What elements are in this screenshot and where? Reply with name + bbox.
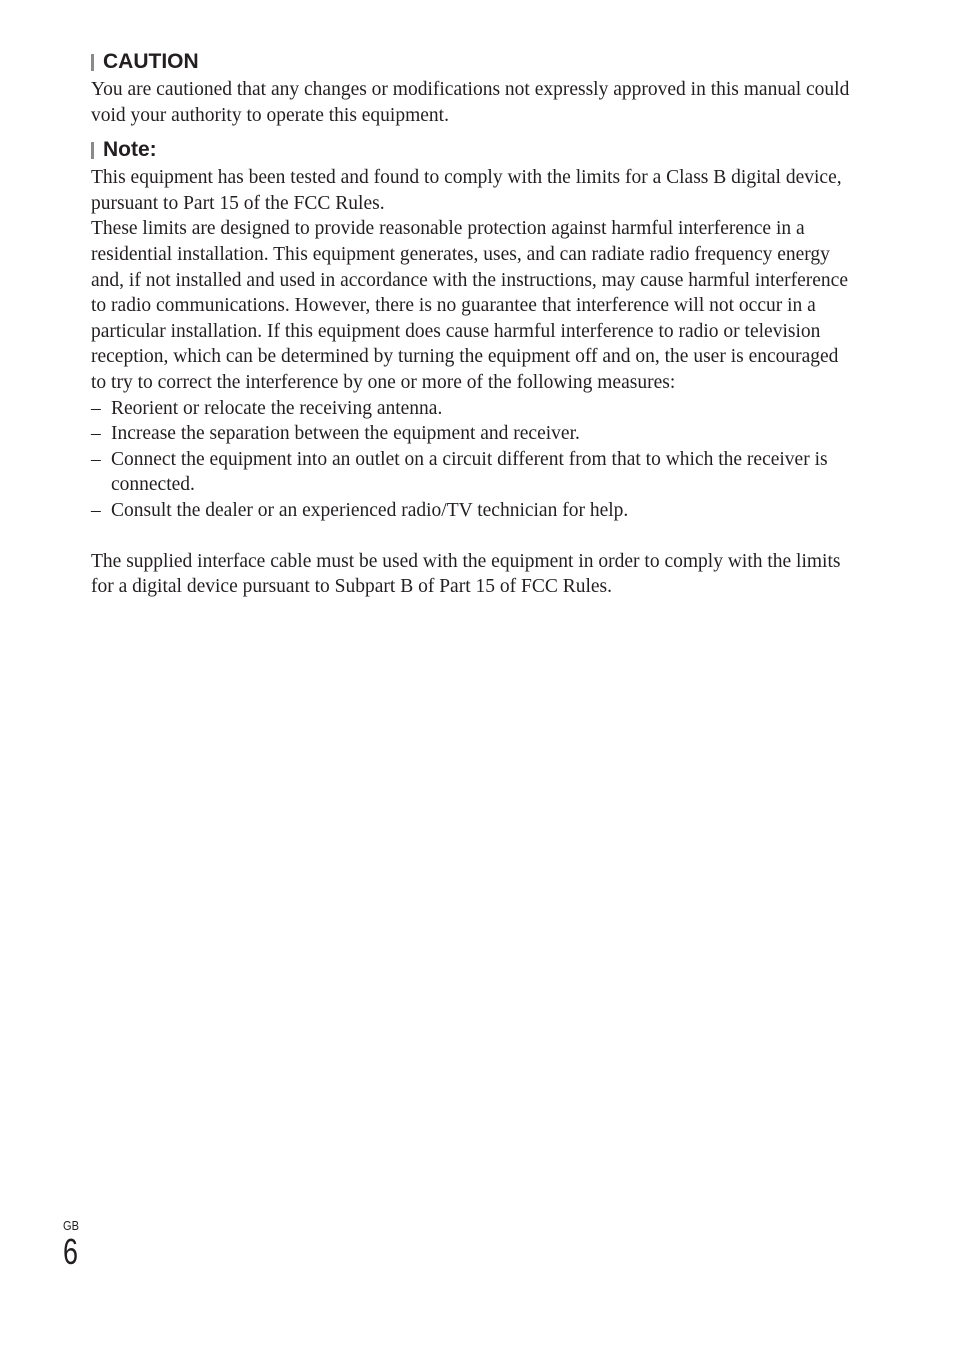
caution-heading — [91, 48, 851, 76]
note-heading-text: Note: — [103, 138, 157, 162]
measures-list — [91, 396, 851, 524]
list-dash: – — [91, 423, 101, 445]
list-item — [91, 396, 851, 422]
note-paragraph-class-b: This equipment has been tested and found to comply with the limits for a Class B digital device, pursuant to Part 15 of the FCC Rules. — [91, 167, 842, 214]
caution-text: You are cautioned that any changes or modifications not expressly approved in this manual could void your authority to operate this equipment. — [91, 79, 850, 126]
note-section — [91, 136, 851, 600]
list-item — [91, 447, 851, 498]
note-heading — [91, 136, 851, 164]
caution-heading-text: CAUTION — [103, 50, 199, 73]
list-item — [91, 421, 851, 447]
list-item-text: Reorient or relocate the receiving antenna. — [111, 397, 443, 419]
list-dash: – — [91, 499, 101, 521]
list-item-text: Consult the dealer or an experienced radio/TV technician for help. — [111, 499, 629, 521]
page-footer — [63, 1218, 83, 1270]
note-paragraph-interface-cable: The supplied interface cable must be used with the equipment in order to comply with the limits for a digital device pursuant to Subpart B of Part 15 of FCC Rules. — [91, 550, 841, 598]
caution-section — [91, 48, 851, 128]
list-item-text: Connect the equipment into an outlet on a circuit different from that to which the receiver is connected. — [111, 448, 828, 496]
page-number: 6 — [63, 1231, 79, 1272]
note-paragraph-limits: These limits are designed to provide reasonable protection against harmful interference in a residential installation. This equipment generates, uses, and can radiate radio frequency energy and, if not installed and used in accordance with the instructions, may cause harmful interference to radio communications. However, there is no guarantee that interference will not occur in a particular installation. If this equipment does cause harmful interference to radio or television reception, which can be determined by turning the equipment off and on, the user is encouraged to try to correct the interference by one or more of the following measures: — [91, 218, 848, 393]
page-content — [91, 48, 851, 600]
list-item-text: Increase the separation between the equipment and receiver. — [111, 423, 580, 445]
region-code: GB — [63, 1218, 79, 1233]
list-item — [91, 498, 851, 524]
heading-bar-marker — [91, 54, 94, 71]
heading-bar-marker — [91, 142, 94, 159]
list-dash: – — [91, 397, 101, 419]
list-dash: – — [91, 448, 101, 470]
